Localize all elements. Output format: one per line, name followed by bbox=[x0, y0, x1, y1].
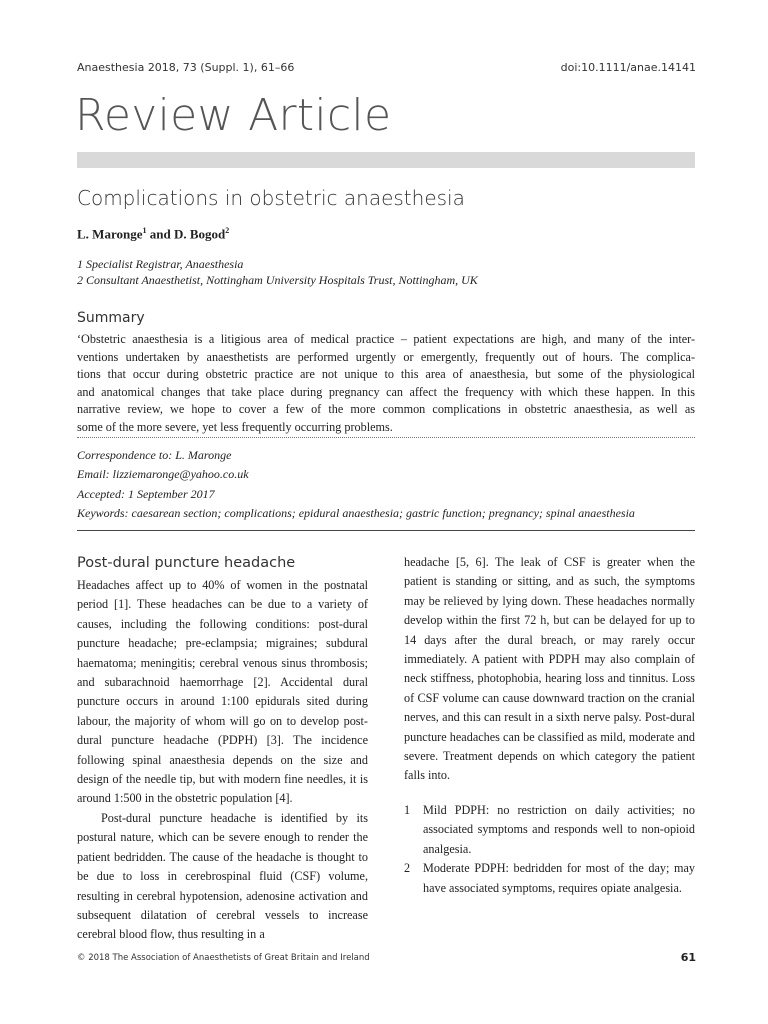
abstract-line: some of the more severe, yet less frequently occurring problems. bbox=[77, 419, 393, 434]
keywords: Keywords: caesarean section; complications; epidural anaesthesia; gastric function; pregnancy; spinal anaesthesia bbox=[77, 505, 635, 520]
author-list bbox=[77, 226, 229, 242]
body-paragraph: headache [5, 6]. The leak of CSF is greater when the patient is standing or sitting, and as such, the symptoms may be relieved by lying down. These headaches normally develop within the first 72 h, but can be delayed for up to 14 days after the dural breach, or may rarely occur immediately. A patient with PDPH may also complain of neck stiffness, photophobia, hearing loss and tinnitus. Loss of CSF volume can cause downward traction on the cranial nerves, and this can result in a sixth nerve palsy. Post-dural puncture headaches can be classified as mild, moderate and severe. Treatment depends on which category the patient falls into. bbox=[404, 555, 695, 783]
article-title: Complications in obstetric anaesthesia bbox=[77, 186, 465, 210]
list-item bbox=[404, 801, 695, 859]
summary-heading: Summary bbox=[77, 310, 145, 326]
severity-list bbox=[404, 801, 695, 898]
dotted-divider bbox=[77, 437, 695, 438]
abstract-line: ‘Obstetric anaesthesia is a litigious area of medical practice – patient expectations are high, and many of the inter- bbox=[77, 332, 695, 346]
abstract-line: narrative review, we hope to cover a few of the more common complications in obstetric anaesthesia, as well as bbox=[77, 402, 695, 417]
list-item-text: Moderate PDPH: bedridden for most of the day; may have associated symptoms, requires opiate analgesia. bbox=[423, 861, 695, 895]
affiliation-marker: 1 bbox=[142, 226, 147, 235]
list-item bbox=[404, 859, 695, 898]
author-conjunction: and bbox=[146, 226, 174, 242]
section-heading: Post-dural puncture headache bbox=[77, 555, 296, 571]
body-paragraph: Post-dural puncture headache is identified by its postural nature, which can be severe enough to render the patient bedridden. The cause of the headache is thought to be due to loss in cerebrospinal fluid (CSF) volume, resulting in cerebral hypotension, adenosine activation and subsequent dilatation of cerebral vessels to increase cerebral blood flow, thus resulting in a bbox=[77, 810, 368, 942]
abstract-line: ventions undertaken by anaesthetists are performed urgently or emergently, frequently out of hours. The complica- bbox=[77, 349, 695, 364]
affiliation: 2 Consultant Anaesthetist, Nottingham University Hospitals Trust, Nottingham, UK bbox=[77, 273, 478, 287]
correspondence-author: Correspondence to: L. Maronge bbox=[77, 448, 232, 462]
page-number: 61 bbox=[680, 951, 696, 964]
list-number: 1 bbox=[404, 802, 411, 817]
copyright-notice: © 2018 The Association of Anaesthetists of Great Britain and Ireland bbox=[77, 953, 370, 963]
correspondence-email[interactable]: Email: lizziemaronge@yahoo.co.uk bbox=[77, 467, 249, 482]
journal-reference: Anaesthesia 2018, 73 (Suppl. 1), 61–66 bbox=[77, 61, 295, 74]
correspondence-block bbox=[77, 446, 717, 523]
abstract-line: and anatomical changes that take place during pregnancy can affect the frequency with which these happen. In this bbox=[77, 384, 695, 399]
section-label: Review Article bbox=[75, 90, 392, 141]
accepted-date: Accepted: 1 September 2017 bbox=[77, 486, 215, 501]
affiliation: 1 Specialist Registrar, Anaesthesia bbox=[77, 257, 244, 271]
author-name: D. Bogod bbox=[173, 226, 226, 242]
body-column-right bbox=[404, 553, 695, 898]
body-column-left bbox=[77, 553, 368, 945]
affiliation-marker: 2 bbox=[225, 226, 230, 235]
header-divider-bar bbox=[77, 152, 695, 168]
section-divider bbox=[77, 530, 695, 531]
list-number: 2 bbox=[404, 861, 411, 876]
doi-reference[interactable]: doi:10.1111/anae.14141 bbox=[560, 61, 696, 74]
author-name: L. Maronge bbox=[77, 226, 143, 242]
body-paragraph: Headaches affect up to 40% of women in the postnatal period [1]. These headaches can be due to a variety of causes, including the following conditions: post-dural puncture headache; pre-eclampsia; migraines; subdural haematoma; meningitis; cerebral venous sinus thrombosis; and subarachnoid haemorrhage [2]. Accidental dural puncture occurs in around 1:100 epidurals sited during labour, the majority of whom will go on to develop post-dural puncture headache (PDPH) [3]. The incidence following spinal anaesthesia depends on the size and design of the needle tip, but with modern fine needles, it is around 1:500 in the obstetric population [4]. bbox=[77, 578, 368, 806]
abstract-line: tions that occur during obstetric practice are not unique to this area of anaesthesia, but some of the physiological bbox=[77, 367, 695, 382]
abstract-text bbox=[77, 331, 695, 437]
list-item-text: Mild PDPH: no restriction on daily activities; no associated symptoms and responds well to non-opioid analgesia. bbox=[423, 802, 695, 856]
